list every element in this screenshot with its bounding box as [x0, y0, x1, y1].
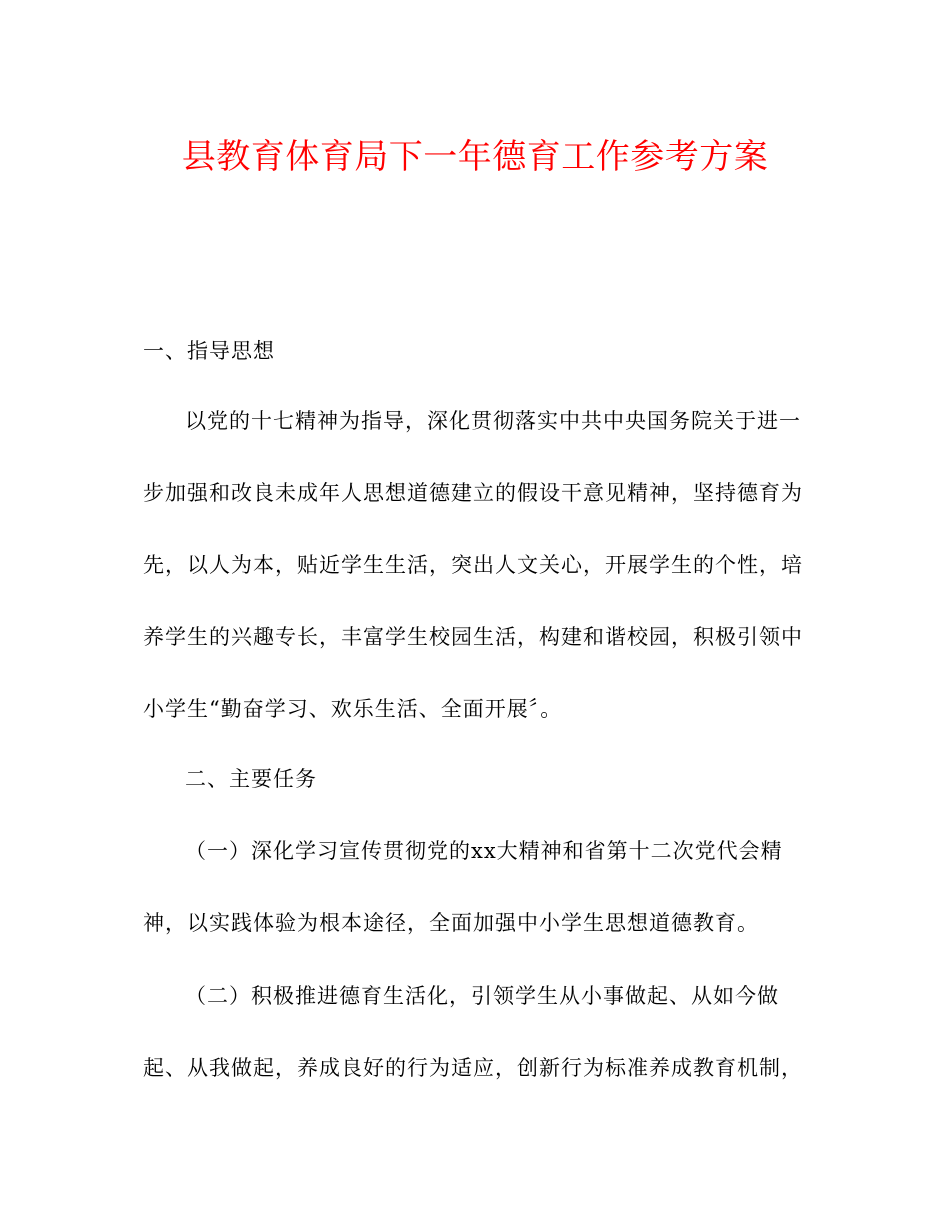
- paragraph-line: 神，以实践体验为根本途径，全面加强中小学生思想道德教育。: [143, 911, 759, 935]
- section-heading-text: 二、主要任务: [185, 767, 317, 791]
- section-heading-main-tasks: [143, 743, 795, 815]
- section-heading-guiding-ideology: [143, 315, 795, 387]
- paragraph-line: 以党的十七精神为指导，深化贯彻落实中共中央国务院关于进一: [185, 409, 801, 433]
- paragraph-line: 步加强和改良未成年人思想道德建立的假设干意见精神，坚持德育为: [143, 481, 803, 505]
- section-heading-text: 一、指导思想: [143, 339, 275, 363]
- paragraph-line: （一）深化学习宣传贯彻党的xx大精神和省第十二次党代会精: [185, 839, 783, 863]
- document-title: 县教育体育局下一年德育工作参考方案: [181, 137, 769, 177]
- paragraph-line: 起、从我做起，养成良好的行为适应，创新行为标准养成教育机制，: [143, 1056, 803, 1080]
- paragraph-line: 先，以人为本，贴近学生生活，突出人文关心，开展学生的个性，培: [143, 553, 803, 577]
- paragraph-line: （二）积极推进德育生活化，引领学生从小事做起、从如今做: [185, 984, 779, 1008]
- paragraph-line: 养学生的兴趣专长，丰富学生校园生活，构建和谐校园，积极引领中: [143, 625, 803, 649]
- task-item-1: [143, 815, 795, 959]
- task-item-2: [143, 960, 803, 1104]
- paragraph-guiding-ideology: [143, 385, 803, 745]
- paragraph-line: 小学生“勤奋学习、欢乐生活、全面开展〞。: [143, 697, 563, 721]
